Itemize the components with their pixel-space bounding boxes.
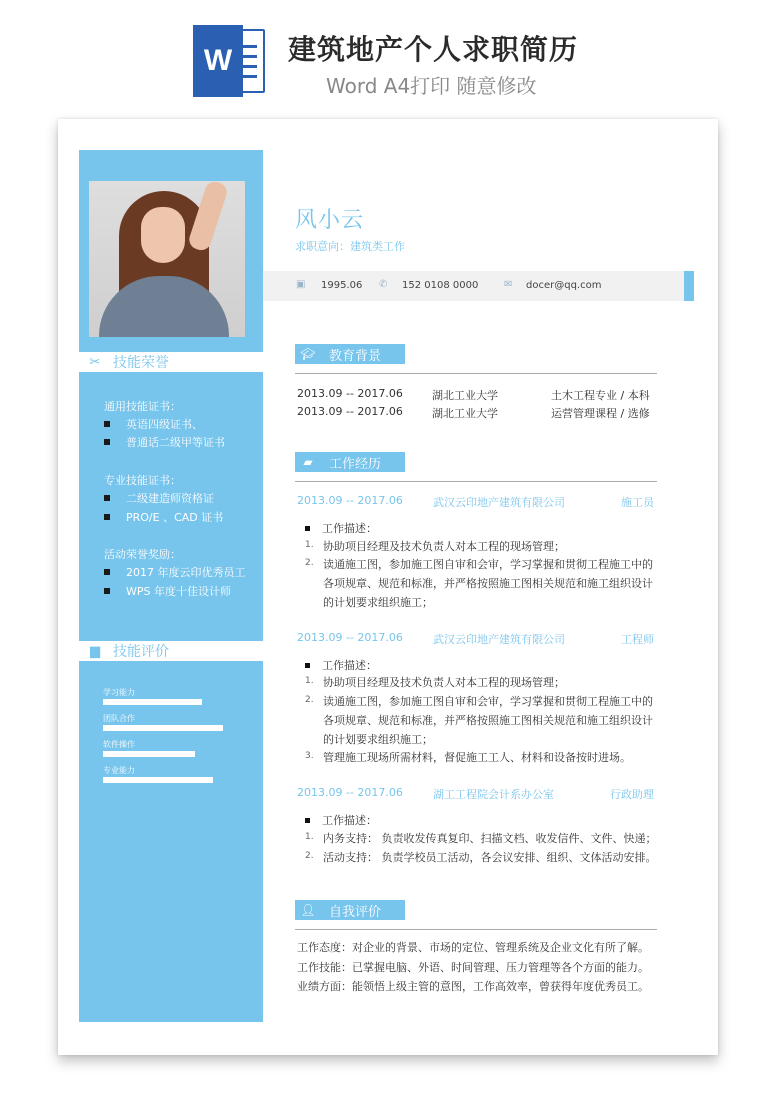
item-number: 2.	[305, 851, 314, 861]
skill-rating-label: 软件操作	[103, 740, 135, 749]
contact-bar	[263, 271, 689, 301]
edu-school: 湖北工业大学	[432, 389, 498, 402]
job-item: 的计划要求组织施工；	[323, 596, 433, 609]
mail-icon: ✉	[504, 279, 513, 290]
education-title: 教育背景	[329, 348, 382, 364]
job-item: 协助项目经理及技术负责人对本工程的现场管理；	[323, 540, 565, 553]
job-item: 各项规章、规范和标准，并严格按照施工图相关规范和施工组织设计	[323, 577, 653, 590]
education-header	[295, 344, 405, 364]
bar-chart-icon: ▆	[90, 643, 100, 659]
item-number: 2.	[305, 558, 314, 568]
list-item: 普通话二级甲等证书	[104, 434, 225, 450]
rating-section-title: 技能评价	[113, 644, 169, 660]
skill-rating-bar	[103, 777, 213, 783]
item-number: 3.	[305, 751, 314, 761]
item-number: 2.	[305, 695, 314, 705]
job-period: 2013.09 -- 2017.06	[297, 631, 403, 644]
job-item: 内务支持： 负责收发传真复印、扫描文档、收发信件、文件、快递；	[323, 832, 657, 845]
skills-section-header	[79, 352, 264, 372]
tools-icon: ✂	[89, 354, 101, 370]
page-title: 建筑地产个人求职简历	[288, 33, 579, 66]
profile-photo	[89, 181, 245, 337]
email-address: docer@qq.com	[526, 280, 602, 291]
graduation-cap-icon: 🎓︎	[300, 347, 316, 361]
job-item: 协助项目经理及技术负责人对本工程的现场管理；	[323, 676, 565, 689]
job-period: 2013.09 -- 2017.06	[297, 786, 403, 799]
resume-paper	[58, 119, 718, 1055]
edu-period: 2013.09 -- 2017.06	[297, 405, 403, 418]
job-desc-label: 工作描述：	[305, 657, 377, 673]
item-number: 1.	[305, 540, 314, 550]
list-item: WPS 年度十佳设计师	[104, 583, 231, 599]
skill-rating-bar	[103, 725, 223, 731]
self-eval-header	[295, 900, 405, 920]
edu-major: 土木工程专业 / 本科	[551, 389, 650, 402]
job-company: 湖工工程院会计系办公室	[433, 788, 554, 801]
pro-cert-heading: 专业技能证书：	[104, 474, 181, 487]
divider	[295, 481, 657, 482]
list-item: 二级建造师资格证	[104, 490, 214, 506]
job-company: 武汉云印地产建筑有限公司	[433, 496, 565, 509]
awards-heading: 活动荣誉奖励：	[104, 548, 181, 561]
job-desc-label: 工作描述：	[305, 812, 377, 828]
self-eval-line: 工作技能：已掌握电脑、外语、时间管理、压力管理等各个方面的能力。	[297, 961, 649, 974]
job-company: 武汉云印地产建筑有限公司	[433, 633, 565, 646]
job-item: 的计划要求组织施工；	[323, 733, 433, 746]
edu-major: 运营管理课程 / 选修	[551, 407, 650, 420]
general-cert-heading: 通用技能证书：	[104, 400, 181, 413]
calendar-icon: ▣	[296, 279, 306, 290]
person-icon: 👤︎	[300, 903, 316, 917]
divider	[295, 373, 657, 374]
page-subtitle: Word A4打印 随意修改	[326, 74, 537, 98]
birth-date: 1995.06	[321, 280, 363, 291]
edu-period: 2013.09 -- 2017.06	[297, 387, 403, 400]
skill-rating-label: 团队合作	[103, 714, 135, 723]
list-item: 英语四级证书、	[104, 416, 203, 432]
skill-rating-bar	[103, 699, 202, 705]
divider	[295, 929, 657, 930]
candidate-name: 风小云	[295, 208, 365, 233]
phone-number: 152 0108 0000	[402, 280, 479, 291]
job-intent: 求职意向：建筑类工作	[295, 240, 405, 253]
job-role: 行政助理	[610, 788, 654, 801]
job-item: 活动支持： 负责学校员工活动，各会议安排、组织、文体活动安排。	[323, 851, 657, 864]
self-eval-line: 业绩方面：能领悟上级主管的意图，工作高效率，曾获得年度优秀员工。	[297, 980, 649, 993]
skills-section-title: 技能荣誉	[113, 355, 169, 371]
skill-rating-bar	[103, 751, 195, 757]
list-item: PRO/E 、CAD 证书	[104, 509, 223, 525]
briefcase-icon: ▰	[303, 455, 313, 469]
self-eval-line: 工作态度：对企业的背景、市场的定位、管理系统及企业文化有所了解。	[297, 941, 649, 954]
rating-section-header	[79, 641, 264, 661]
skill-rating-label: 专业能力	[103, 766, 135, 775]
self-eval-title: 自我评价	[329, 904, 382, 920]
job-item: 读通施工图，参加施工图自审和会审，学习掌握和贯彻工程施工中的	[323, 695, 653, 708]
work-title: 工作经历	[329, 456, 382, 472]
word-logo-icon	[193, 25, 265, 97]
job-item: 管理施工现场所需材料，督促施工工人、材料和设备按时进场。	[323, 751, 631, 764]
job-role: 施工员	[621, 496, 654, 509]
job-item: 读通施工图，参加施工图自审和会审，学习掌握和贯彻工程施工中的	[323, 558, 653, 571]
job-role: 工程师	[621, 633, 654, 646]
skill-rating-label: 学习能力	[103, 688, 135, 697]
job-item: 各项规章、规范和标准，并严格按照施工图相关规范和施工组织设计	[323, 714, 653, 727]
job-desc-label: 工作描述：	[305, 520, 377, 536]
edu-school: 湖北工业大学	[432, 407, 498, 420]
job-period: 2013.09 -- 2017.06	[297, 494, 403, 507]
list-item: 2017 年度云印优秀员工	[104, 564, 246, 580]
item-number: 1.	[305, 676, 314, 686]
phone-icon: ✆	[379, 279, 388, 290]
item-number: 1.	[305, 832, 314, 842]
contact-accent-bar	[684, 271, 694, 301]
word-letter: W	[193, 25, 243, 97]
work-header	[295, 452, 405, 472]
